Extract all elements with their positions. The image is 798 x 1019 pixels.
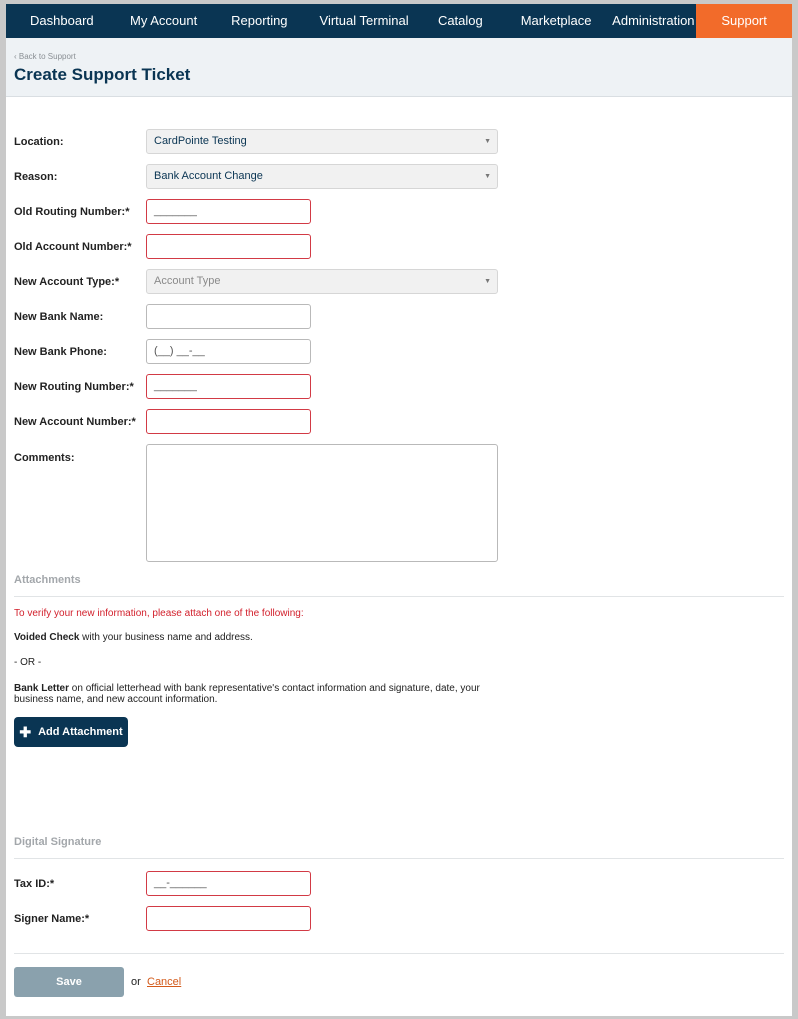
new-bank-name-input[interactable] [146, 304, 311, 329]
or-separator: - OR - [14, 657, 42, 668]
chevron-down-icon: ▼ [484, 278, 491, 285]
new-bank-phone-mask: (__) __-__ [154, 345, 205, 357]
voided-check-bold: Voided Check [14, 632, 80, 643]
old-routing-label: Old Routing Number:* [14, 206, 130, 218]
tax-id-input[interactable] [146, 871, 311, 896]
reason-value: Bank Account Change [154, 170, 263, 182]
nav-my-account[interactable]: My Account [130, 13, 198, 28]
new-account-type-select[interactable] [146, 269, 498, 294]
old-account-input[interactable] [146, 234, 311, 259]
location-select[interactable] [146, 129, 498, 154]
nav-catalog[interactable]: Catalog [437, 13, 483, 28]
nav-marketplace[interactable]: Marketplace [520, 13, 592, 28]
nav-support[interactable]: Support [696, 4, 792, 38]
new-routing-mask: _______ [154, 380, 197, 392]
nav-virtual-terminal[interactable]: Virtual Terminal [319, 13, 409, 28]
bank-letter-bold: Bank Letter [14, 683, 70, 694]
app-frame [6, 4, 792, 1016]
cancel-link[interactable]: Cancel [147, 976, 182, 988]
verify-instructions: To verify your new information, please attach one of the following: [14, 608, 304, 619]
digital-signature-title: Digital Signature [14, 836, 102, 848]
bank-letter-rest: on official letterhead with bank representative's contact information and signature, date, your business name, and new account information. [14, 683, 480, 705]
reason-select[interactable] [146, 164, 498, 189]
new-routing-label: New Routing Number:* [14, 381, 134, 393]
attachments-title: Attachments [14, 574, 81, 586]
bank-letter-text [14, 683, 494, 705]
new-account-label: New Account Number:* [14, 416, 136, 428]
voided-check-text [14, 632, 253, 643]
tax-id-mask: __-______ [154, 877, 207, 889]
new-bank-phone-label: New Bank Phone: [14, 346, 107, 358]
new-account-input[interactable] [146, 409, 311, 434]
old-routing-input[interactable] [146, 199, 311, 224]
add-attachment-label: Add Attachment [38, 726, 123, 738]
comments-textarea[interactable] [146, 444, 498, 562]
location-label: Location: [14, 136, 64, 148]
or-text: or [131, 976, 141, 988]
chevron-down-icon: ▼ [484, 138, 491, 145]
tax-id-label: Tax ID:* [14, 878, 55, 890]
nav-reporting[interactable]: Reporting [231, 13, 288, 28]
actions-divider [14, 953, 784, 954]
new-bank-phone-input[interactable] [146, 339, 311, 364]
location-value: CardPointe Testing [154, 135, 247, 147]
old-routing-mask: _______ [154, 205, 197, 217]
plus-icon: ✚ [19, 724, 32, 740]
signer-name-input[interactable] [146, 906, 311, 931]
signature-divider [14, 858, 784, 859]
account-type-placeholder: Account Type [154, 275, 221, 287]
signer-name-label: Signer Name:* [14, 913, 90, 925]
chevron-down-icon: ▼ [484, 173, 491, 180]
page-title: Create Support Ticket [14, 65, 191, 84]
new-routing-input[interactable] [146, 374, 311, 399]
new-account-type-label: New Account Type:* [14, 276, 120, 288]
nav-administration[interactable]: Administration [612, 13, 695, 28]
old-account-label: Old Account Number:* [14, 241, 132, 253]
save-button[interactable]: Save [14, 967, 124, 997]
back-to-support-link[interactable]: ‹ Back to Support [14, 52, 76, 61]
top-nav [6, 4, 792, 38]
comments-label: Comments: [14, 452, 75, 464]
nav-dashboard[interactable]: Dashboard [30, 13, 94, 28]
add-attachment-button[interactable] [14, 717, 128, 747]
new-bank-name-label: New Bank Name: [14, 311, 104, 323]
voided-check-rest: with your business name and address. [79, 632, 253, 643]
page-header [6, 38, 792, 97]
attachments-divider [14, 596, 784, 597]
reason-label: Reason: [14, 171, 58, 183]
